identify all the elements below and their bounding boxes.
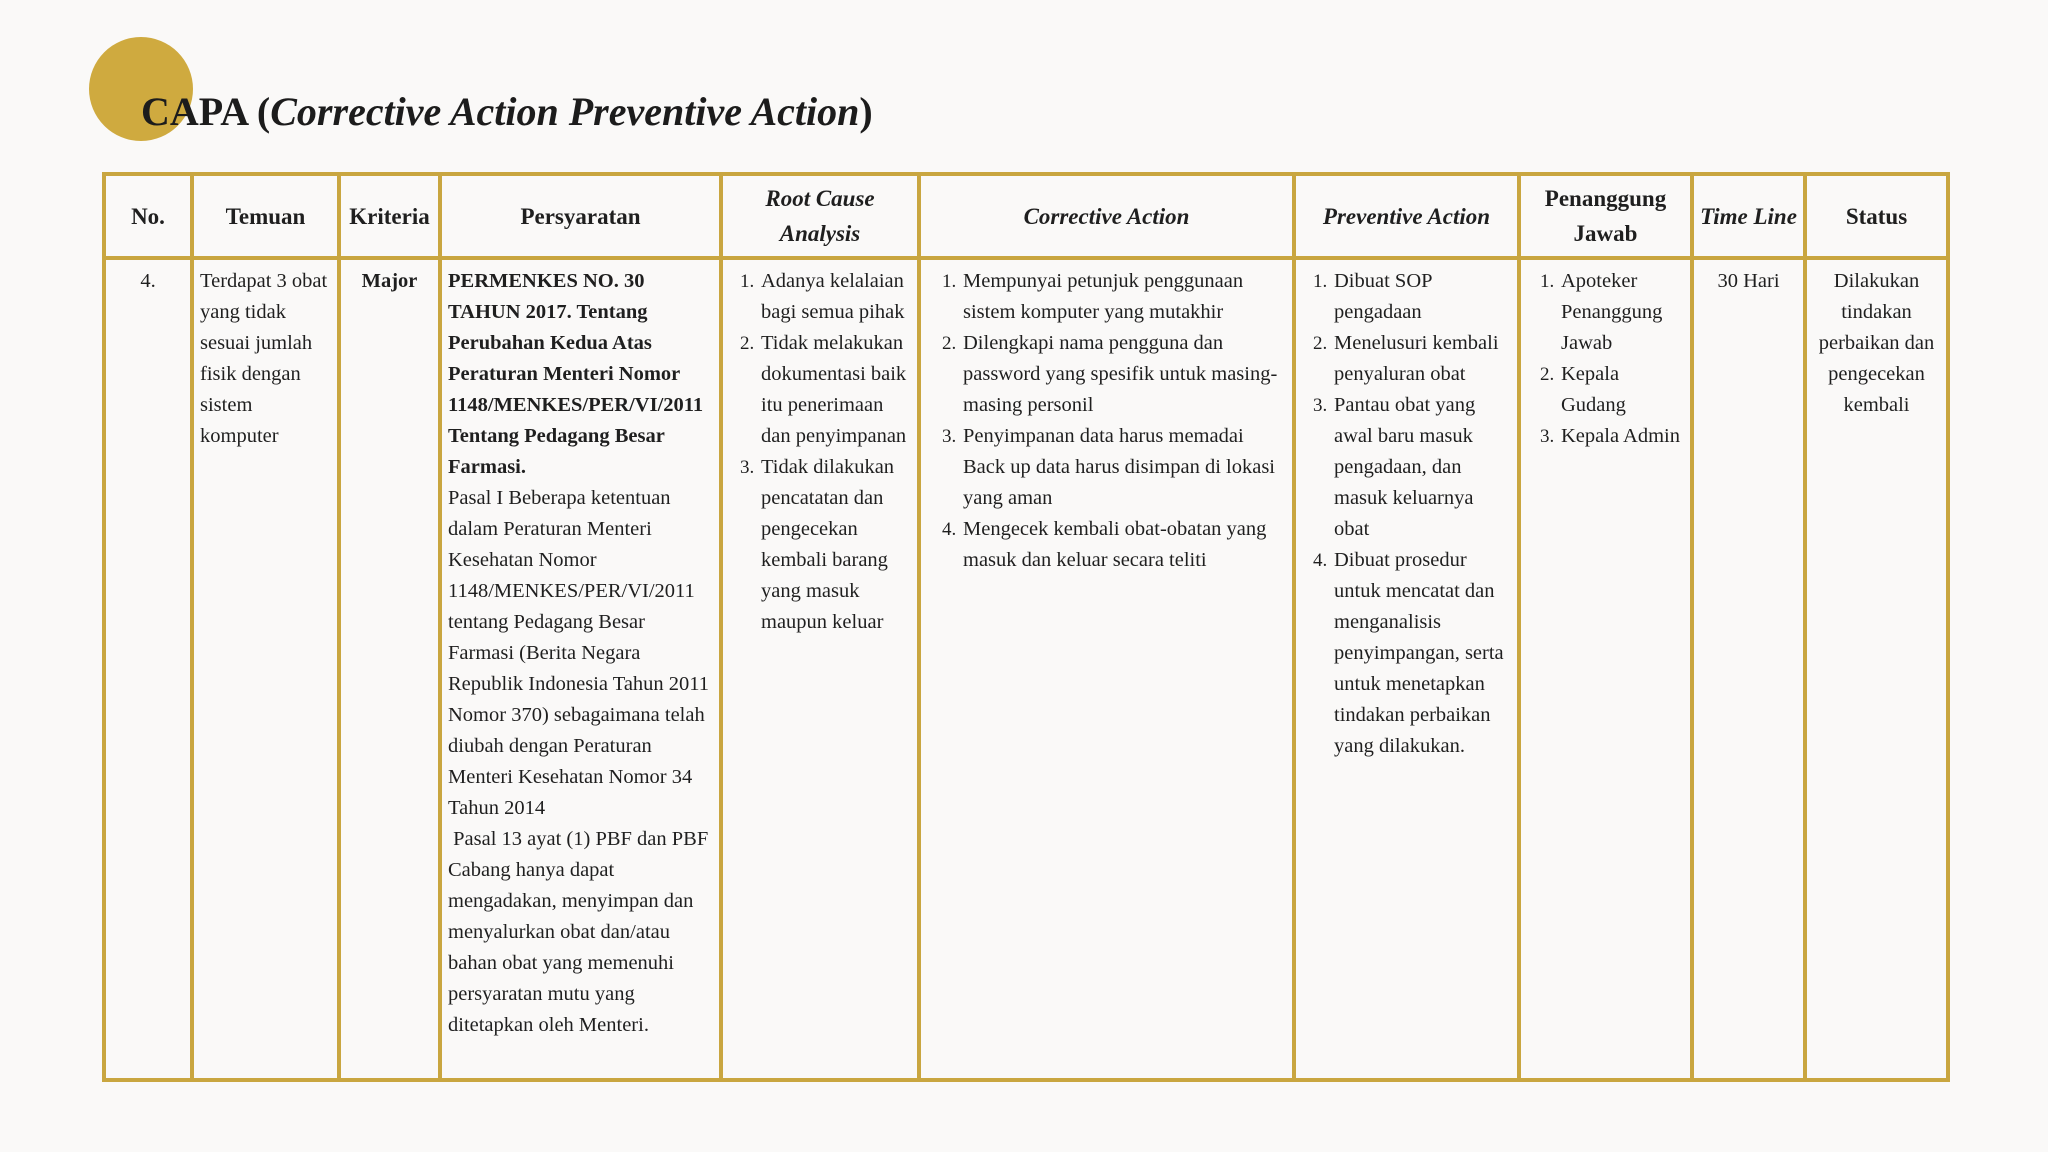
- header-persyaratan: Persyaratan: [440, 174, 721, 258]
- root-cause-list: [729, 266, 911, 638]
- cell-time-line: 30 Hari: [1692, 258, 1805, 1080]
- header-penanggung-jawab: Penanggung Jawab: [1519, 174, 1692, 258]
- persyaratan-regulation-title: PERMENKES NO. 30 TAHUN 2017. Tentang Perubahan Kedua Atas Peraturan Menteri Nomor 1148/MENKES/PER/VI/2011 Tentang Pedagang Besar Farmasi.: [448, 270, 704, 478]
- cell-preventive-action: [1294, 258, 1519, 1080]
- list-item: 1. Adanya kelalaian bagi semua pihak: [759, 266, 911, 328]
- persyaratan-pasal-1: Pasal I Beberapa ketentuan dalam Peraturan Menteri Kesehatan Nomor 1148/MENKES/PER/VI/2011 tentang Pedagang Besar Farmasi (Berita Negara Republik Indonesia Tahun 2011 Nomor 370) sebagaimana telah diubah dengan Peraturan Menteri Kesehatan Nomor 34 Tahun 2014: [448, 487, 710, 819]
- cell-corrective-action: [919, 258, 1294, 1080]
- header-time-line: Time Line: [1692, 174, 1805, 258]
- cell-penanggung-jawab: [1519, 258, 1692, 1080]
- penanggung-jawab-list: [1527, 266, 1684, 452]
- list-item: 3. Kepala Admin: [1559, 421, 1684, 452]
- cell-persyaratan: [440, 258, 721, 1080]
- corrective-action-list: [927, 266, 1286, 576]
- list-item: 4. Mengecek kembali obat-obatan yang masuk dan keluar secara teliti: [961, 514, 1286, 576]
- capa-table: [102, 172, 1950, 1082]
- list-item: 2. Kepala Gudang: [1559, 359, 1684, 421]
- title-prefix: CAPA (: [141, 89, 271, 134]
- persyaratan-pasal-13: Pasal 13 ayat (1) PBF dan PBF Cabang hanya dapat mengadakan, menyimpan dan menyalurkan obat dan/atau bahan obat yang memenuhi persyaratan mutu yang ditetapkan oleh Menteri.: [448, 828, 714, 1036]
- cell-status: Dilakukan tindakan perbaikan dan pengecekan kembali: [1805, 258, 1948, 1080]
- title-suffix: ): [859, 89, 873, 134]
- header-kriteria: Kriteria: [339, 174, 440, 258]
- title-italic: Corrective Action Preventive Action: [270, 89, 860, 134]
- list-item: 2. Dilengkapi nama pengguna dan password yang spesifik untuk masing-masing personil: [961, 328, 1286, 421]
- cell-temuan: Terdapat 3 obat yang tidak sesuai jumlah fisik dengan sistem komputer: [192, 258, 339, 1080]
- header-preventive-action: Preventive Action: [1294, 174, 1519, 258]
- header-root-cause: Root Cause Analysis: [721, 174, 919, 258]
- table-row: [104, 258, 1948, 1080]
- list-item: 1. Mempunyai petunjuk penggunaan sistem komputer yang mutakhir: [961, 266, 1286, 328]
- header-status: Status: [1805, 174, 1948, 258]
- preventive-action-list: [1302, 266, 1511, 762]
- list-item: 2. Tidak melakukan dokumentasi baik itu penerimaan dan penyimpanan: [759, 328, 911, 452]
- list-item: 3. Penyimpanan data harus memadai Back up data harus disimpan di lokasi yang aman: [961, 421, 1286, 514]
- list-item: 3. Tidak dilakukan pencatatan dan pengecekan kembali barang yang masuk maupun keluar: [759, 452, 911, 638]
- header-corrective-action: Corrective Action: [919, 174, 1294, 258]
- cell-kriteria: Major: [339, 258, 440, 1080]
- cell-root-cause: [721, 258, 919, 1080]
- list-item: 1. Dibuat SOP pengadaan: [1332, 266, 1511, 328]
- header-no: No.: [104, 174, 192, 258]
- page-title: [141, 86, 873, 138]
- cell-no: 4.: [104, 258, 192, 1080]
- list-item: 2. Menelusuri kembali penyaluran obat: [1332, 328, 1511, 390]
- list-item: 1. Apoteker Penanggung Jawab: [1559, 266, 1684, 359]
- header-temuan: Temuan: [192, 174, 339, 258]
- list-item: 4. Dibuat prosedur untuk mencatat dan menganalisis penyimpangan, serta untuk menetapkan tindakan perbaikan yang dilakukan.: [1332, 545, 1511, 762]
- list-item: 3. Pantau obat yang awal baru masuk pengadaan, dan masuk keluarnya obat: [1332, 390, 1511, 545]
- table-header-row: [104, 174, 1948, 258]
